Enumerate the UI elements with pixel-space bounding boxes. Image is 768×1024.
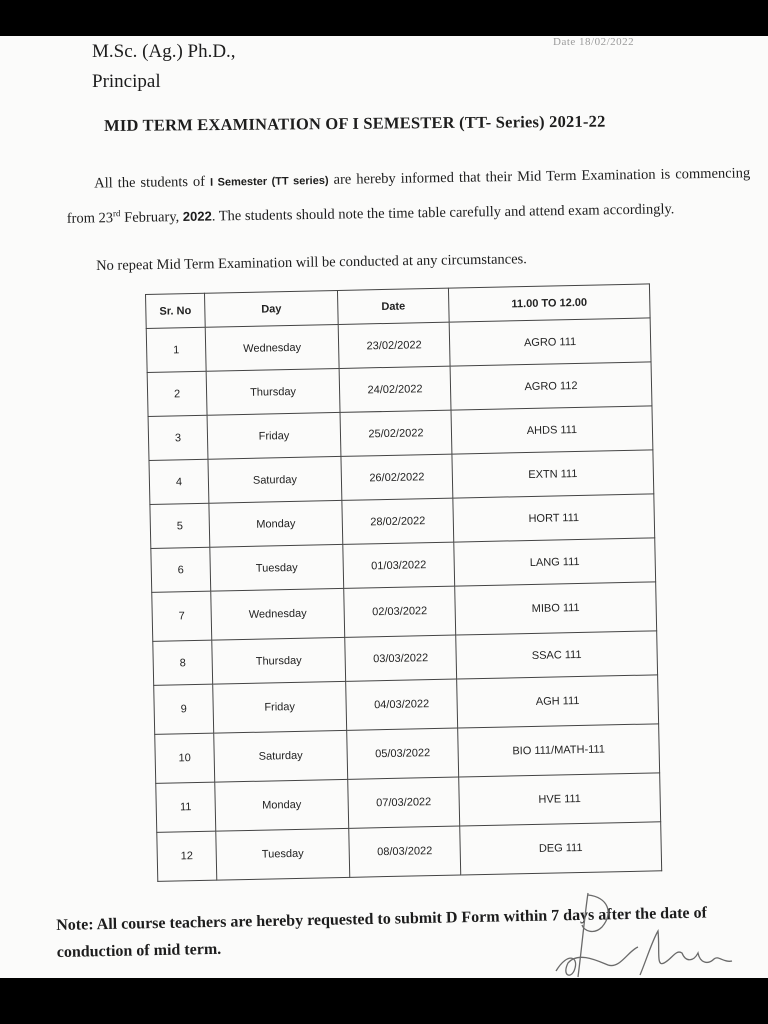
cell-sr: 11 (156, 782, 216, 832)
cell-subject: EXTN 111 (452, 450, 654, 498)
top-black-border (0, 0, 768, 36)
cell-subject: AGRO 112 (450, 362, 652, 410)
cell-subject: LANG 111 (454, 538, 656, 586)
cell-day: Tuesday (216, 828, 350, 880)
cell-sr: 6 (151, 547, 211, 592)
cell-day: Tuesday (210, 544, 344, 591)
cell-date: 07/03/2022 (348, 777, 460, 828)
table-row (157, 822, 662, 882)
cell-sr: 12 (157, 831, 217, 881)
cell-subject: AGRO 111 (449, 318, 651, 366)
cell-day: Saturday (208, 456, 342, 503)
cell-day: Wednesday (211, 588, 345, 640)
cell-day: Friday (213, 681, 347, 733)
para-bold-semester: I Semester (TT series) (210, 174, 329, 189)
header-time-slot: 11.00 TO 12.00 (448, 284, 650, 322)
cell-day: Thursday (206, 368, 340, 415)
cell-date: 04/03/2022 (346, 679, 458, 730)
cell-subject: HORT 111 (453, 494, 655, 542)
cell-subject: HVE 111 (459, 773, 661, 826)
principal-designation: Principal (92, 71, 161, 92)
cell-sr: 3 (148, 415, 208, 460)
cell-subject: DEG 111 (460, 822, 662, 875)
cell-date: 24/02/2022 (339, 366, 451, 412)
footer-note: Note: All course teachers are hereby requested to submit D Form within 7 days after the date of conduction of mid term. (56, 904, 708, 961)
para-text-4: . The students should note the time table carefully and attend exam accordingly. (211, 201, 675, 225)
cell-date: 02/03/2022 (344, 586, 456, 637)
notice-paragraph (66, 159, 751, 234)
cell-day: Monday (215, 779, 349, 831)
cell-sr: 7 (152, 591, 212, 641)
timetable-wrapper (145, 283, 662, 881)
bottom-black-border (0, 978, 768, 1024)
cell-subject: SSAC 111 (456, 631, 658, 679)
cell-sr: 9 (154, 684, 214, 734)
cell-subject: BIO 111/MATH-111 (458, 724, 660, 777)
header-day: Day (204, 290, 338, 327)
cell-day: Saturday (214, 730, 348, 782)
cell-day: Wednesday (205, 324, 339, 371)
cell-sr: 1 (146, 327, 206, 372)
cell-date: 28/02/2022 (342, 498, 454, 544)
cell-day: Friday (207, 412, 341, 459)
cell-subject: MIBO 111 (455, 582, 657, 635)
exam-timetable (145, 283, 662, 881)
para-text-2: are hereby informed that their Mid Term Examination is commencing from 23 (66, 165, 751, 227)
cell-date: 05/03/2022 (347, 728, 459, 779)
para-text-3: February, (124, 209, 180, 226)
para-bold-year: 2022 (182, 208, 212, 224)
cell-date: 03/03/2022 (345, 635, 457, 681)
notice-title: MID TERM EXAMINATION OF I SEMESTER (TT- Series) 2021-22 (104, 111, 606, 135)
cell-sr: 8 (153, 640, 213, 685)
cell-day: Monday (209, 500, 343, 547)
date-label: Date 18/02/2022 (553, 36, 635, 48)
notice-document (0, 36, 768, 978)
cell-sr: 2 (147, 371, 207, 416)
cell-date: 26/02/2022 (341, 454, 453, 500)
cell-day: Thursday (212, 637, 346, 684)
cell-date: 01/03/2022 (343, 542, 455, 588)
principal-qualification: M.Sc. (Ag.) Ph.D., (92, 41, 236, 62)
cell-date: 23/02/2022 (338, 322, 450, 368)
cell-sr: 5 (150, 503, 210, 548)
cell-subject: AGH 111 (457, 675, 659, 728)
handwritten-signature (548, 891, 738, 978)
cell-date: 08/03/2022 (349, 826, 461, 877)
header-date: Date (337, 288, 449, 324)
repeat-note: No repeat Mid Term Examination will be conducted at any circumstances. (96, 251, 527, 274)
cell-sr: 10 (155, 733, 215, 783)
para-text-1: All the students of (94, 173, 206, 192)
cell-subject: AHDS 111 (451, 406, 653, 454)
cell-sr: 4 (149, 459, 209, 504)
cell-date: 25/02/2022 (340, 410, 452, 456)
para-superscript: rd (112, 208, 121, 219)
header-sr-no: Sr. No (146, 293, 206, 328)
